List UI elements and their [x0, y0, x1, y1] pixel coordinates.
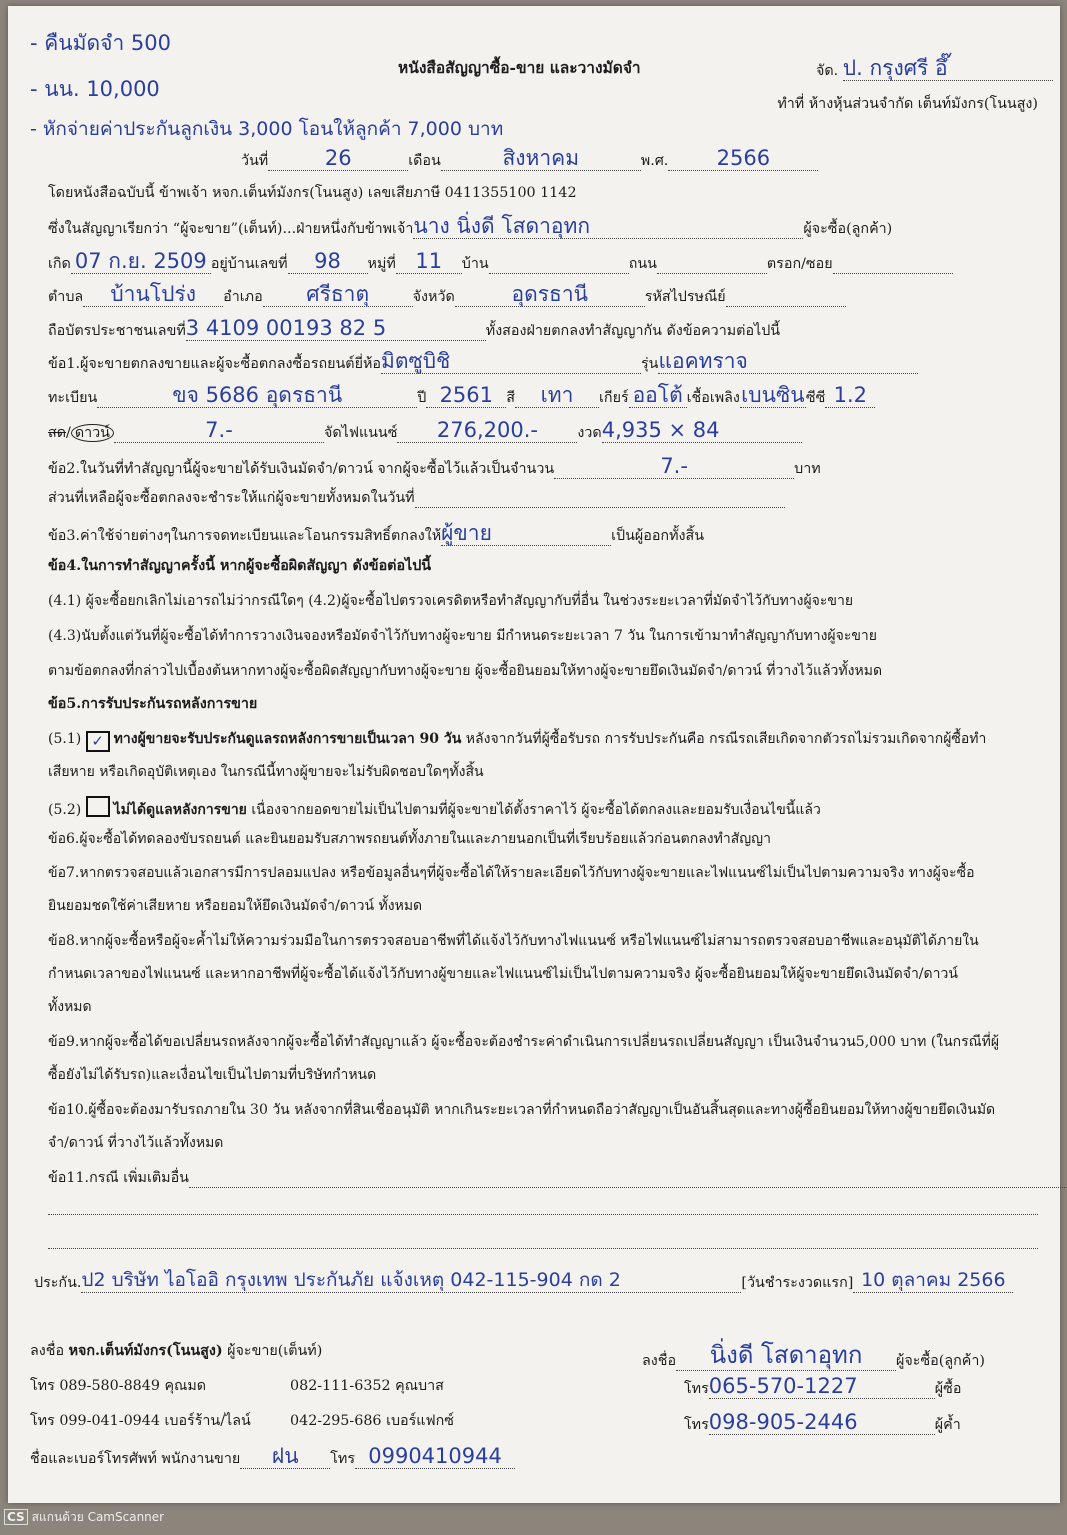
clause-5-1b: เสียหาย หรือเกิดอุบัติเหตุเอง ในกรณีนี้ทางผู้ขายจะไม่รับผิดชอบใดๆทั้งสิ้น [48, 764, 484, 780]
date-day: 26 [268, 146, 408, 171]
deposit-unit: บาท [794, 461, 821, 477]
id-label: ถือบัตรประชาชนเลขที่ [48, 323, 186, 339]
clause-7a: ข้อ7.หากตรวจสอบแล้วเอกสารมีการปลอมแปลง หรือข้อมูลอื่นๆที่ผู้จะซื้อได้ให้รายละเอียดไว้กับทางผู้จะขายและไฟแนนซ์ไม่เป็นไปตามความจริง ทางผู้จะซื้อ [48, 865, 975, 881]
fuel-label: เชื้อเพลิง [686, 390, 740, 406]
first-payment-value: 10 ตุลาคม 2566 [853, 1268, 1013, 1293]
contract-sheet [8, 6, 1060, 1503]
camscanner-footer [4, 1508, 164, 1527]
first-payment-label: [วันชำระงวดแรก] [741, 1275, 854, 1291]
village-value [489, 273, 629, 274]
buyer-phone: 065-570-1227 [709, 1374, 935, 1399]
clause-6: ข้อ6.ผู้จะซื้อได้ทดลองขับรถยนต์ และยินยอมรับสภาพรถยนต์ทั้งภายในและภายนอกเป็นที่เรียบร้อยแล้วก่อนตกลงทำสัญญา [48, 831, 771, 847]
postal-label: รหัสไปรษณีย์ [644, 289, 726, 305]
postal-value [726, 306, 846, 307]
clause-1-prefix: ข้อ1.ผู้จะขายตกลงขายและผู้จะซื้อตกลงซื้อรถยนต์ยี่ห้อ [48, 356, 381, 372]
born-label: เกิด [48, 256, 71, 272]
soi-label: ตรอก/ซอย [766, 256, 833, 272]
staff-name: ฝน [240, 1444, 330, 1469]
clause-5-title: ข้อ5.การรับประกันรถหลังการขาย [48, 696, 258, 712]
camscanner-text: สแกนด้วย CamScanner [31, 1510, 165, 1524]
year-label: พ.ศ. [640, 153, 669, 169]
buyer-suffix: ผู้จะซื้อ(ลูกค้า) [803, 221, 893, 237]
camscanner-logo-icon: CS [4, 1509, 28, 1525]
buyer-phone-label: โทร [684, 1381, 709, 1397]
deposit-value: 7.- [554, 454, 794, 479]
no-warranty-checkbox[interactable] [86, 796, 110, 817]
clause-5-2 [48, 796, 1038, 820]
id-value: 3 4109 00193 82 5 [186, 316, 486, 341]
warranty-checkbox-checked[interactable]: ✓ [86, 731, 110, 752]
guarantor-phone-role: ผู้ค้ำ [934, 1417, 961, 1433]
date-label: วันที่ [241, 153, 269, 169]
note-amount: - นน. 10,000 [30, 77, 160, 101]
clause-11-blank [189, 1187, 1067, 1188]
date-month: สิงหาคม [441, 146, 641, 171]
location-line [816, 56, 1053, 81]
buyer-phone-role: ผู้ซื้อ [934, 1381, 962, 1397]
phone-fax: 042-295-686 เบอร์แฟกซ์ [290, 1413, 454, 1429]
clause-10a: ข้อ10.ผู้ซื้อจะต้องมารับรถภายใน 30 วัน หลังจากที่สินเชื่ออนุมัติ หากเกินระยะเวลาที่กำหนดถือว่าสัญญาเป็นอันสิ้นสุดและทางผู้ซื้อยินยอมให้ทางผู้ขายยึดเงินมัด [48, 1102, 996, 1118]
clause-5-1-rest: หลังจากวันที่ผู้ซื้อรับรถ การรับประกันคือ กรณีรถเสียเกิดจากตัวรถไม่รวมเกิดจากผู้ซื้อทำ [465, 731, 987, 747]
clause-4-1: (4.1) ผู้จะซื้อยกเลิกไม่เอารถไม่ว่ากรณีใดๆ (4.2)ผู้จะซื้อไปตรวจเครดิตหรือทำสัญญากับที่อื่น ในช่วงระยะเวลาที่มัดจำไว้กับทางผู้จะขาย [48, 593, 854, 609]
clause-3-line [48, 521, 1038, 546]
location-label: จัด. [816, 63, 839, 79]
gear-value: ออโต้ [629, 383, 687, 408]
staff-phone-label: โทร [330, 1451, 356, 1467]
made-at: ทำที่ ห้างหุ้นส่วนจำกัด เต็นท์มังกร(โนนสูง) [777, 96, 1038, 112]
note-deposit-refund: - คืนมัดจำ 500 [30, 31, 171, 55]
tambon-label: ตำบล [48, 289, 84, 305]
buyer-prefix: ซึ่งในสัญญาเรียกว่า “ผู้จะขาย”(เต็นท์)...ฝ่ายหนึ่งกับข้าพเจ้า [48, 221, 414, 237]
tambon-value: บ้านโปร่ง [83, 282, 223, 307]
color-value: เทา [515, 383, 599, 408]
clause-7b: ยินยอมชดใช้ค่าเสียหาย หรือยอมให้ยึดเงินมัดจำ/ดาวน์ ทั้งหมด [48, 898, 423, 914]
insurance-line [34, 1268, 1038, 1293]
clause-4-title: ข้อ4.ในการทำสัญญาครั้งนี้ หากผู้จะซื้อผิดสัญญา ดังข้อต่อไปนี้ [48, 558, 432, 574]
installment-value: 4,935 × 84 [602, 418, 802, 443]
soi-value [833, 273, 953, 274]
clause-11 [48, 1168, 1038, 1188]
buyer-signature: นิ่งดี โสดาอุทก [676, 1340, 896, 1371]
remaining-payment-label: ส่วนที่เหลือผู้จะซื้อตกลงจะชำระให้แก่ผู้จะขายทั้งหมดในวันที่ [48, 490, 415, 506]
clause-3-prefix: ข้อ3.ค่าใช้จ่ายต่างๆในการจดทะเบียนและโอนกรรมสิทธิ์ตกลงให้ [48, 528, 442, 544]
road-value [657, 273, 767, 274]
house-value: 98 [288, 249, 368, 274]
phone-shop-2: 082-111-6352 คุณบาส [290, 1378, 444, 1394]
buyer-sign-label: ลงชื่อ [642, 1353, 677, 1369]
clause-5-1-bold: ทางผู้ขายจะรับประกันดูแลรถหลังการขายเป็นเวลา 90 วัน [113, 731, 462, 747]
clause-5-2-bold: ไม่ได้ดูแลหลังการขาย [113, 802, 247, 818]
finance-value: 276,200.- [397, 418, 577, 443]
month-label: เดือน [408, 153, 441, 169]
address-line-1 [48, 249, 1038, 274]
clause-8c: ทั้งหมด [48, 999, 92, 1015]
payment-line: สด/ ดาวน์ 7.- จัดไฟแนนซ์ 276,200.- งวด4,935 × 84 [48, 418, 1038, 443]
clause-9b: ซื้อยังไม่ได้รับรถ)และเงื่อนไขเป็นไปตามที่บริษัทกำหนด [48, 1067, 377, 1083]
blank-line-2 [48, 1236, 1038, 1249]
model-label: รุ่น [640, 356, 659, 372]
note-insurance-deduction: - หักจ่ายค่าประกันลูกเงิน 3,000 โอนให้ลูกค้า 7,000 บาท [30, 118, 504, 140]
buyer-name: นาง นิ่งดี โสดาอุทก [413, 214, 803, 239]
staff-phone: 0990410944 [355, 1444, 515, 1469]
house-label: อยู่บ้านเลขที่ [210, 256, 288, 272]
vehicle-year-label: ปี [417, 390, 427, 406]
down-value: 7.- [114, 418, 324, 443]
buyer-phone-line [684, 1374, 961, 1399]
guarantor-phone-line [684, 1410, 961, 1435]
clause-1-line [48, 349, 1038, 374]
model-value: แอคทราจ [658, 349, 918, 374]
seller-signature [30, 1341, 322, 1361]
date-year: 2566 [668, 146, 818, 171]
province-label: จังหวัด [412, 289, 455, 305]
id-line [48, 316, 1038, 341]
date-line [241, 146, 818, 171]
party-intro: โดยหนังสือฉบับนี้ ข้าพเจ้า หจก.เต็นท์มังกร(โนนสูง) เลขเสียภาษี 0411355100 1142 [48, 185, 577, 201]
buyer-role: ผู้จะซื้อ(ลูกค้า) [896, 1353, 985, 1369]
buyer-signature-line [642, 1340, 985, 1371]
staff-label: ชื่อและเบอร์โทรศัพท์ พนักงานขาย [30, 1451, 241, 1467]
plate-value: ขจ 5686 อุดรธานี [97, 383, 417, 408]
clause-10b: จำ/ดาวน์ ที่วางไว้แล้วทั้งหมด [48, 1135, 224, 1151]
moo-label: หมู่ที่ [367, 256, 396, 272]
buyer-line [48, 214, 1038, 239]
amphoe-value: ศรีธาตุ [263, 282, 413, 307]
province-value: อุดรธานี [455, 282, 645, 307]
seller-sign-label: ลงชื่อ [30, 1343, 65, 1359]
finance-label: จัดไฟแนนซ์ [323, 425, 398, 441]
clause-5-2-rest: เนื่องจากยอดขายไม่เป็นไปตามที่ผู้จะขายได้ตั้งราคาไว้ ผู้จะซื้อได้ตกลงและยอมรับเงื่อนไขนี้แล้ว [251, 802, 821, 818]
address-line-2 [48, 282, 1038, 307]
road-label: ถนน [628, 256, 657, 272]
clause-4-3a: (4.3)นับตั้งแต่วันที่ผู้จะซื้อได้ทำการวางเงินจองหรือมัดจำไว้กับทางผู้จะขาย มีกำหนดระยะเวลา 7 วัน ในการเข้ามาทำสัญญากับทางผู้จะขาย [48, 628, 877, 644]
clause-3-suffix: เป็นผู้ออกทั้งสิ้น [611, 528, 704, 544]
born-value: 07 ก.ย. 2509 [71, 249, 211, 274]
installment-label: งวด [577, 425, 602, 441]
seller-name: หจก.เต็นท์มังกร(โนนสูง) [68, 1343, 223, 1359]
plate-label: ทะเบียน [48, 390, 98, 406]
blank-line-1 [48, 1202, 1038, 1215]
staff-line [30, 1444, 515, 1469]
amphoe-label: อำเภอ [223, 289, 263, 305]
clause-5-2-num: (5.2) [48, 802, 82, 818]
fee-payer-value: ผู้ขาย [441, 521, 611, 546]
phone-shop-1: โทร 089-580-8849 คุณมด [30, 1378, 207, 1394]
clause-2-line [48, 454, 1038, 479]
location-value: ป. กรุงศรี อึ๊ [843, 56, 1053, 81]
clause-8b: กำหนดเวลาของไฟแนนซ์ และหากอาชีพที่ผู้จะซื้อได้แจ้งไว้กับทางผู้ขายและไฟแนนซ์ไม่เป็นไปตามความจริง ผู้จะซื้อยินยอมให้ผู้จะขายยึดเงินมัดจำ/ดาวน์ [48, 966, 958, 982]
village-label: บ้าน [461, 256, 489, 272]
vehicle-year-value: 2561 [426, 383, 506, 408]
gear-label: เกียร์ [599, 390, 629, 406]
clause-5-1-num: (5.1) [48, 731, 82, 747]
moo-value: 11 [396, 249, 462, 274]
clause-2-prefix: ข้อ2.ในวันที่ทำสัญญานี้ผู้จะขายได้รับเงินมัดจำ/ดาวน์ จากผู้จะซื้อไว้แล้วเป็นจำนวน [48, 461, 555, 477]
brand-value: มิตซูบิชิ [381, 349, 641, 374]
seller-role: ผู้จะขาย(เต็นท์) [227, 1343, 323, 1359]
phone-shop-line: โทร 099-041-0944 เบอร์ร้าน/ไลน์ [30, 1413, 251, 1429]
clause-5-1 [48, 729, 1038, 752]
insurance-label: ประกัน. [34, 1275, 82, 1291]
down-label: ดาวน์ [71, 424, 114, 442]
clause-8a: ข้อ8.หากผู้จะซื้อหรือผู้จะค้ำไม่ให้ความร่วมมือในการตรวจสอบอาชีพที่ได้แจ้งไว้กับทางไฟแนนซ์ หรือไฟแนนซ์ไม่สามารถตรวจสอบอาชีพและอนุมัติได้ภายใน [48, 933, 979, 949]
clause-2-rest [48, 488, 1038, 508]
remaining-payment-date [415, 507, 785, 508]
cash-label: สด [48, 425, 67, 441]
document-title: หนังสือสัญญาซื้อ-ขาย และวางมัดจำ [398, 58, 641, 77]
plate-line [48, 383, 1038, 408]
guarantor-phone-label: โทร [684, 1417, 709, 1433]
fuel-value: เบนซิน [741, 383, 805, 407]
clause-9a: ข้อ9.หากผู้จะซื้อได้ขอเปลี่ยนรถหลังจากผู้จะซื้อได้ทำสัญญาแล้ว ผู้จะซื้อจะต้องชำระค่าดำเนินการเปลี่ยนรถเปลี่ยนสัญญา เป็นเงินจำนวน5,000 บาท (ในกรณีที่ผู้ [48, 1034, 1000, 1050]
id-suffix: ทั้งสองฝ่ายตกลงทำสัญญากัน ดังข้อความต่อไปนี้ [485, 323, 781, 339]
cc-value: 1.2 [825, 383, 875, 408]
clause-11-label: ข้อ11.กรณี เพิ่มเติมอื่น [48, 1170, 189, 1186]
guarantor-phone: 098-905-2446 [709, 1410, 935, 1435]
clause-4-3b: ตามข้อตกลงที่กล่าวไปเบื้องต้นหากทางผู้จะซื้อผิดสัญญากับทางผู้จะขาย ผู้จะซื้อยินยอมให้ทางผู้จะขายยึดเงินมัดจำ/ดาวน์ ที่วางไว้แล้วทั้งหมด [48, 663, 883, 679]
color-label: สี [506, 390, 516, 406]
insurance-value: ป2 บริษัท ไอโออิ กรุงเทพ ประกันภัย แจ้งเหตุ 042-115-904 กด 2 [81, 1268, 741, 1293]
cc-label: ซีซี [805, 390, 826, 406]
